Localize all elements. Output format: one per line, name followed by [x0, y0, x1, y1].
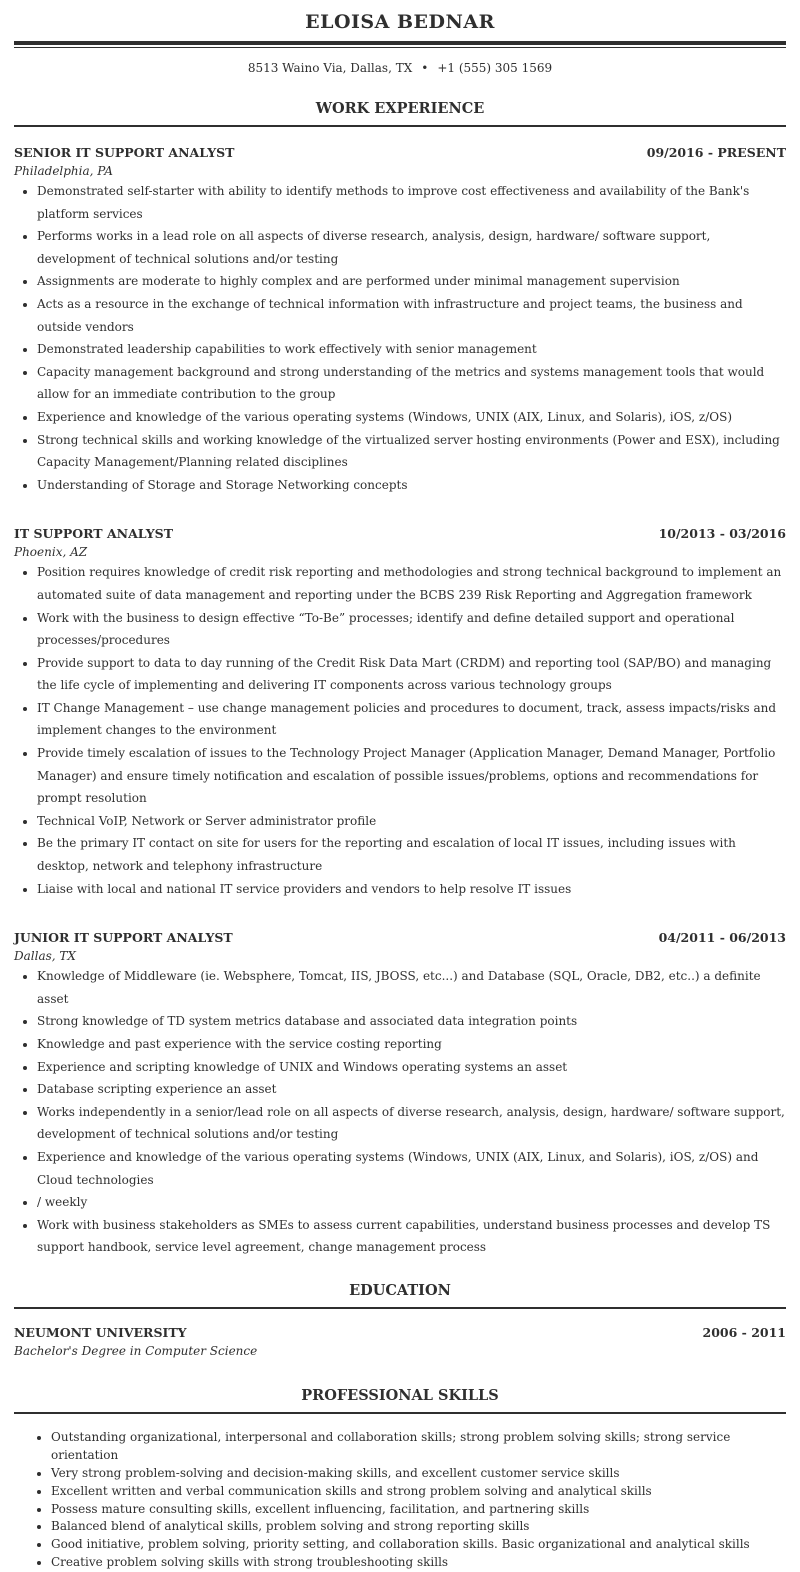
list-item: • Understanding of Storage and Storage Networking concepts	[37, 474, 786, 497]
contact-phone: +1 (555) 305 1569	[437, 61, 553, 75]
list-item: • Works independently in a senior/lead role on all aspects of diverse research, analysis, design, hardware/ software support, development of technical solutions and/or testing	[37, 1101, 786, 1146]
job-bullet-list	[14, 965, 786, 1259]
list-item: • / weekly	[37, 1191, 786, 1214]
header-rule-thick	[14, 41, 786, 45]
job-title: JUNIOR IT SUPPORT ANALYST	[14, 930, 233, 946]
section-title-education: EDUCATION	[349, 1281, 451, 1299]
list-item: • Knowledge of Middleware (ie. Websphere, Tomcat, IIS, JBOSS, etc...) and Database (SQL, Oracle, DB2, etc..) a definite asset	[37, 965, 786, 1010]
list-item: • Work with the business to design effective “To-Be” processes; identify and define detailed support and operational processes/procedures	[37, 607, 786, 652]
skills-section	[14, 1386, 786, 1572]
list-item: • Database scripting experience an asset	[37, 1078, 786, 1101]
job-header	[14, 929, 786, 947]
header-rule-thin	[14, 47, 786, 48]
list-item: • Demonstrated self-starter with ability to identify methods to improve cost effectiveness and availability of the Bank's platform services	[37, 180, 786, 225]
job-location: Philadelphia, PA	[14, 164, 113, 178]
list-item: • Balanced blend of analytical skills, problem solving and strong reporting skills	[51, 1518, 786, 1536]
list-item: • Be the primary IT contact on site for users for the reporting and escalation of local IT issues, including issues with desktop, network and telephony infrastructure	[37, 832, 786, 877]
list-item: • Assignments are moderate to highly complex and are performed under minimal management supervision	[37, 270, 786, 293]
candidate-name: ELOISA BEDNAR	[305, 11, 495, 33]
job-title: IT SUPPORT ANALYST	[14, 526, 174, 542]
list-item: • Capacity management background and strong understanding of the metrics and systems management tools that would allow for an immediate contribution to the group	[37, 361, 786, 406]
list-item: • Position requires knowledge of credit risk reporting and methodologies and strong technical background to implement an automated suite of data management and reporting under the BCBS 239 Risk Reporting and Aggregation framework	[37, 561, 786, 606]
list-item: • IT Change Management – use change management policies and procedures to document, track, assess impacts/risks and implement changes to the environment	[37, 697, 786, 742]
list-item: • Strong knowledge of TD system metrics database and associated data integration points	[37, 1010, 786, 1033]
list-item: • Experience and knowledge of the various operating systems (Windows, UNIX (AIX, Linux, and Solaris), iOS, z/OS)	[37, 406, 786, 429]
list-item: • Good initiative, problem solving, priority setting, and collaboration skills. Basic organizational and analytical skills	[51, 1536, 786, 1554]
list-item: • Knowledge and past experience with the service costing reporting	[37, 1033, 786, 1056]
school-name: NEUMONT UNIVERSITY	[14, 1324, 187, 1340]
list-item: • Acts as a resource in the exchange of technical information with infrastructure and project teams, the business and outside vendors	[37, 293, 786, 338]
education-section	[14, 1281, 786, 1360]
list-item: • Very strong problem-solving and decision-making skills, and excellent customer service skills	[51, 1465, 786, 1483]
degree: Bachelor's Degree in Computer Science	[14, 1343, 258, 1358]
job-header	[14, 525, 786, 543]
job-location: Phoenix, AZ	[14, 545, 88, 560]
education-header	[14, 1324, 786, 1342]
list-item: • Liaise with local and national IT service providers and vendors to help resolve IT issues	[37, 878, 786, 901]
section-rule	[14, 1412, 786, 1414]
list-item: • Demonstrated leadership capabilities to work effectively with senior management	[37, 338, 786, 361]
job-dates: 04/2011 - 06/2013	[658, 930, 786, 946]
contact-line	[14, 60, 786, 76]
work-experience-section	[14, 99, 786, 1259]
section-rule	[14, 1307, 786, 1309]
job-location: Dallas, TX	[14, 949, 76, 964]
job-entry	[14, 929, 786, 1259]
list-item: • Performs works in a lead role on all aspects of diverse research, analysis, design, hardware/ software support, development of technical solutions and/or testing	[37, 225, 786, 270]
job-dates: 09/2016 - PRESENT	[646, 145, 786, 160]
list-item: • Provide timely escalation of issues to the Technology Project Manager (Application Manager, Demand Manager, Portfolio Manager) and ensure timely notification and escalation of possible issues/problems, options and recommendations for prompt resolution	[37, 742, 786, 810]
section-title-skills: PROFESSIONAL SKILLS	[301, 1386, 499, 1404]
job-header	[14, 144, 786, 162]
list-item: • Outstanding organizational, interpersonal and collaboration skills; strong problem solving skills; strong service orientation	[51, 1429, 786, 1465]
job-dates: 10/2013 - 03/2016	[658, 526, 786, 542]
list-item: • Creative problem solving skills with strong troubleshooting skills	[51, 1554, 786, 1572]
skills-list	[14, 1429, 786, 1572]
list-item: • Technical VoIP, Network or Server administrator profile	[37, 810, 786, 833]
job-entry	[14, 144, 786, 496]
section-rule	[14, 125, 786, 127]
list-item: • Excellent written and verbal communication skills and strong problem solving and analytical skills	[51, 1483, 786, 1501]
contact-address: 8513 Waino Via, Dallas, TX	[247, 61, 413, 75]
education-entry	[14, 1324, 786, 1360]
list-item: • Experience and scripting knowledge of UNIX and Windows operating systems an asset	[37, 1056, 786, 1079]
list-item: • Experience and knowledge of the various operating systems (Windows, UNIX (AIX, Linux, and Solaris), iOS, z/OS) and Cloud technologies	[37, 1146, 786, 1191]
list-item: • Provide support to data to day running of the Credit Risk Data Mart (CRDM) and reporting tool (SAP/BO) and managing the life cycle of implementing and delivering IT components across various technology groups	[37, 652, 786, 697]
list-item: • Possess mature consulting skills, excellent influencing, facilitation, and partnering skills	[51, 1501, 786, 1519]
job-bullet-list	[14, 561, 786, 900]
section-title-work: WORK EXPERIENCE	[315, 100, 485, 117]
education-dates: 2006 - 2011	[702, 1324, 786, 1340]
list-item: • Work with business stakeholders as SMEs to assess current capabilities, understand business processes and develop TS support handbook, service level agreement, change management process	[37, 1214, 786, 1259]
job-title: SENIOR IT SUPPORT ANALYST	[14, 145, 235, 160]
contact-separator: •	[421, 61, 429, 75]
job-bullet-list	[14, 180, 786, 496]
job-entry	[14, 525, 786, 900]
resume-page	[14, 0, 786, 1572]
list-item: • Strong technical skills and working knowledge of the virtualized server hosting environments (Power and ESX), including Capacity Management/Planning related disciplines	[37, 429, 786, 474]
